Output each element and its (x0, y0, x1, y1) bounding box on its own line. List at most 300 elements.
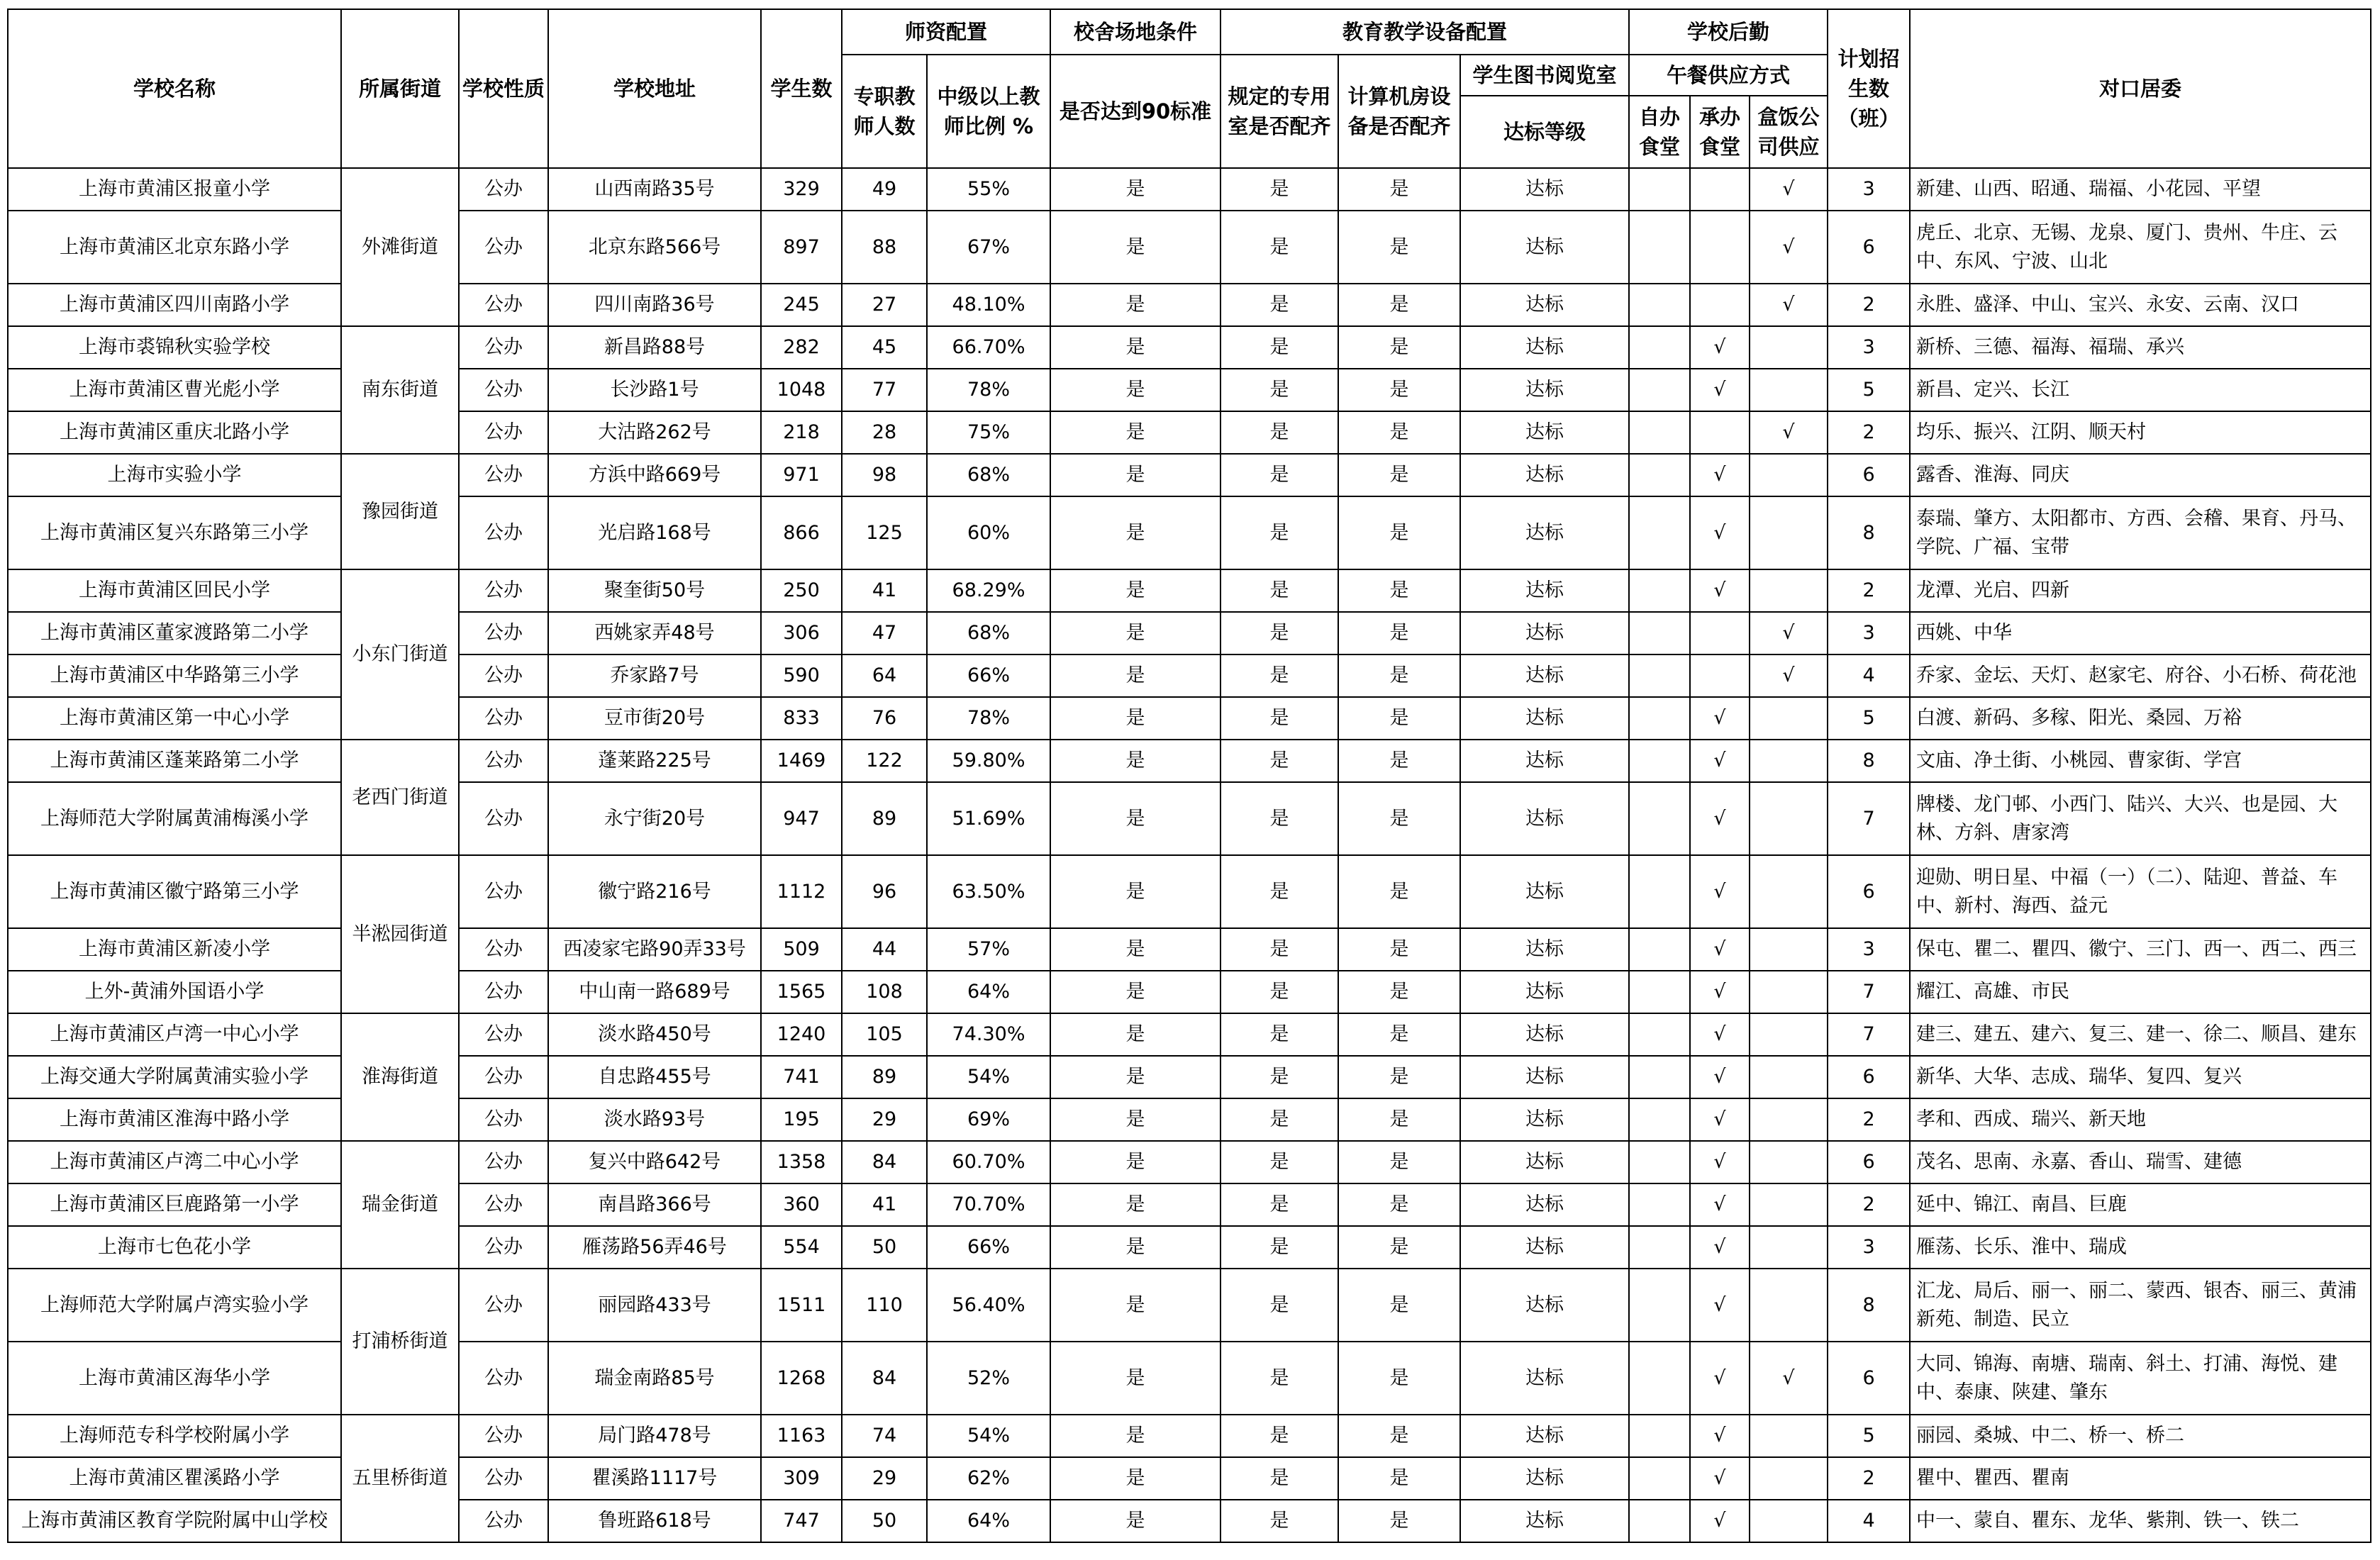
residences-cell: 西姚、中华 (1910, 612, 2371, 654)
ratio-cell: 59.80% (927, 740, 1050, 782)
library-level-cell: 达标 (1460, 1500, 1629, 1542)
teachers-cell: 27 (842, 284, 927, 326)
boxed-meal-cell (1750, 782, 1828, 855)
boxed-meal-cell (1750, 1269, 1828, 1342)
classes-cell: 6 (1828, 1056, 1910, 1098)
special-rooms-cell: 是 (1220, 1500, 1338, 1542)
canteen-contract-cell: √ (1690, 855, 1750, 928)
street-cell: 打浦桥街道 (341, 1269, 459, 1415)
nature-cell: 公办 (459, 411, 548, 454)
classes-cell: 2 (1828, 411, 1910, 454)
header-teachers: 专职教师人数 (842, 55, 927, 168)
teachers-cell: 125 (842, 496, 927, 569)
header-logistics-group: 学校后勤 (1629, 9, 1828, 55)
canteen-self-cell (1629, 369, 1690, 411)
teachers-cell: 88 (842, 211, 927, 284)
classes-cell: 4 (1828, 654, 1910, 697)
nature-cell: 公办 (459, 326, 548, 369)
computer-rooms-cell: 是 (1338, 928, 1460, 971)
residences-cell: 新桥、三德、福海、福瑞、承兴 (1910, 326, 2371, 369)
library-level-cell: 达标 (1460, 1269, 1629, 1342)
library-level-cell: 达标 (1460, 454, 1629, 496)
library-level-cell: 达标 (1460, 654, 1629, 697)
boxed-meal-cell (1750, 369, 1828, 411)
classes-cell: 6 (1828, 1342, 1910, 1415)
special-rooms-cell: 是 (1220, 1141, 1338, 1183)
classes-cell: 2 (1828, 1098, 1910, 1141)
residences-cell: 瞿中、瞿西、瞿南 (1910, 1457, 2371, 1500)
students-cell: 747 (761, 1500, 842, 1542)
special-rooms-cell: 是 (1220, 1013, 1338, 1056)
residences-cell: 丽园、桑城、中二、桥一、桥二 (1910, 1415, 2371, 1457)
school-name: 上海交通大学附属黄浦实验小学 (8, 1056, 341, 1098)
address-cell: 西姚家弄48号 (548, 612, 761, 654)
school-name: 上海市黄浦区回民小学 (8, 569, 341, 612)
street-cell: 淮海街道 (341, 1013, 459, 1141)
computer-rooms-cell: 是 (1338, 369, 1460, 411)
canteen-self-cell (1629, 1415, 1690, 1457)
ratio-cell: 67% (927, 211, 1050, 284)
address-cell: 淡水路450号 (548, 1013, 761, 1056)
site-cell: 是 (1050, 612, 1220, 654)
table-row (8, 740, 2371, 782)
library-level-cell: 达标 (1460, 612, 1629, 654)
canteen-self-cell (1629, 168, 1690, 211)
ratio-cell: 54% (927, 1415, 1050, 1457)
boxed-meal-cell (1750, 971, 1828, 1013)
address-cell: 局门路478号 (548, 1415, 761, 1457)
boxed-meal-cell (1750, 1013, 1828, 1056)
library-level-cell: 达标 (1460, 1457, 1629, 1500)
students-cell: 1565 (761, 971, 842, 1013)
students-cell: 1240 (761, 1013, 842, 1056)
special-rooms-cell: 是 (1220, 1098, 1338, 1141)
canteen-self-cell (1629, 971, 1690, 1013)
address-cell: 西凌家宅路90弄33号 (548, 928, 761, 971)
nature-cell: 公办 (459, 569, 548, 612)
site-cell: 是 (1050, 782, 1220, 855)
school-name: 上海市黄浦区第一中心小学 (8, 697, 341, 740)
teachers-cell: 76 (842, 697, 927, 740)
nature-cell: 公办 (459, 454, 548, 496)
boxed-meal-cell: √ (1750, 612, 1828, 654)
library-level-cell: 达标 (1460, 411, 1629, 454)
nature-cell: 公办 (459, 496, 548, 569)
canteen-self-cell (1629, 855, 1690, 928)
address-cell: 山西南路35号 (548, 168, 761, 211)
site-cell: 是 (1050, 1098, 1220, 1141)
address-cell: 瞿溪路1117号 (548, 1457, 761, 1500)
canteen-contract-cell: √ (1690, 1056, 1750, 1098)
header-school-name: 学校名称 (8, 9, 341, 168)
classes-cell: 3 (1828, 928, 1910, 971)
students-cell: 947 (761, 782, 842, 855)
address-cell: 雁荡路56弄46号 (548, 1226, 761, 1269)
site-cell: 是 (1050, 654, 1220, 697)
table-row (8, 569, 2371, 612)
school-name: 上海师范大学附属黄浦梅溪小学 (8, 782, 341, 855)
students-cell: 554 (761, 1226, 842, 1269)
site-cell: 是 (1050, 740, 1220, 782)
canteen-self-cell (1629, 326, 1690, 369)
computer-rooms-cell: 是 (1338, 1056, 1460, 1098)
header-senior-ratio: 中级以上教师比例 % (927, 55, 1050, 168)
address-cell: 光启路168号 (548, 496, 761, 569)
library-level-cell: 达标 (1460, 496, 1629, 569)
ratio-cell: 69% (927, 1098, 1050, 1141)
nature-cell: 公办 (459, 697, 548, 740)
classes-cell: 3 (1828, 1226, 1910, 1269)
special-rooms-cell: 是 (1220, 211, 1338, 284)
ratio-cell: 75% (927, 411, 1050, 454)
header-students: 学生数 (761, 9, 842, 168)
computer-rooms-cell: 是 (1338, 740, 1460, 782)
classes-cell: 8 (1828, 740, 1910, 782)
nature-cell: 公办 (459, 168, 548, 211)
address-cell: 鲁班路618号 (548, 1500, 761, 1542)
canteen-contract-cell: √ (1690, 496, 1750, 569)
computer-rooms-cell: 是 (1338, 697, 1460, 740)
special-rooms-cell: 是 (1220, 1183, 1338, 1226)
residences-cell: 迎勋、明日星、中福（一）（二）、陆迎、普益、车中、新村、海西、益元 (1910, 855, 2371, 928)
address-cell: 蓬莱路225号 (548, 740, 761, 782)
site-cell: 是 (1050, 1056, 1220, 1098)
computer-rooms-cell: 是 (1338, 1500, 1460, 1542)
residences-cell: 新华、大华、志成、瑞华、复四、复兴 (1910, 1056, 2371, 1098)
canteen-contract-cell: √ (1690, 782, 1750, 855)
school-name: 上海市黄浦区新凌小学 (8, 928, 341, 971)
canteen-contract-cell: √ (1690, 326, 1750, 369)
special-rooms-cell: 是 (1220, 1457, 1338, 1500)
students-cell: 897 (761, 211, 842, 284)
ratio-cell: 66% (927, 1226, 1050, 1269)
table-row (8, 1415, 2371, 1457)
nature-cell: 公办 (459, 1013, 548, 1056)
address-cell: 瑞金南路85号 (548, 1342, 761, 1415)
teachers-cell: 50 (842, 1500, 927, 1542)
table-row (8, 454, 2371, 496)
school-name: 上海市黄浦区中华路第三小学 (8, 654, 341, 697)
canteen-contract-cell: √ (1690, 1141, 1750, 1183)
canteen-contract-cell (1690, 654, 1750, 697)
classes-cell: 2 (1828, 284, 1910, 326)
residences-cell: 雁荡、长乐、淮中、瑞成 (1910, 1226, 2371, 1269)
special-rooms-cell: 是 (1220, 654, 1338, 697)
canteen-contract-cell: √ (1690, 697, 1750, 740)
residences-cell: 耀江、高雄、市民 (1910, 971, 2371, 1013)
school-name: 上海市黄浦区卢湾二中心小学 (8, 1141, 341, 1183)
canteen-self-cell (1629, 1269, 1690, 1342)
address-cell: 北京东路566号 (548, 211, 761, 284)
students-cell: 1469 (761, 740, 842, 782)
special-rooms-cell: 是 (1220, 1226, 1338, 1269)
computer-rooms-cell: 是 (1338, 612, 1460, 654)
residences-cell: 虎丘、北京、无锡、龙泉、厦门、贵州、牛庄、云中、东风、宁波、山北 (1910, 211, 2371, 284)
boxed-meal-cell (1750, 697, 1828, 740)
canteen-self-cell (1629, 496, 1690, 569)
street-cell: 瑞金街道 (341, 1141, 459, 1269)
table-row (8, 168, 2371, 211)
header-computer-rooms: 计算机房设备是否配齐 (1338, 55, 1460, 168)
special-rooms-cell: 是 (1220, 855, 1338, 928)
computer-rooms-cell: 是 (1338, 1457, 1460, 1500)
ratio-cell: 68% (927, 454, 1050, 496)
residences-cell: 茂名、思南、永嘉、香山、瑞雪、建德 (1910, 1141, 2371, 1183)
address-cell: 复兴中路642号 (548, 1141, 761, 1183)
special-rooms-cell: 是 (1220, 454, 1338, 496)
boxed-meal-cell (1750, 454, 1828, 496)
nature-cell: 公办 (459, 1226, 548, 1269)
students-cell: 282 (761, 326, 842, 369)
header-site-standard: 是否达到90标准 (1050, 55, 1220, 168)
school-name: 上外-黄浦外国语小学 (8, 971, 341, 1013)
library-level-cell: 达标 (1460, 782, 1629, 855)
canteen-contract-cell: √ (1690, 928, 1750, 971)
site-cell: 是 (1050, 496, 1220, 569)
site-cell: 是 (1050, 369, 1220, 411)
ratio-cell: 70.70% (927, 1183, 1050, 1226)
ratio-cell: 64% (927, 971, 1050, 1013)
canteen-contract-cell: √ (1690, 454, 1750, 496)
ratio-cell: 78% (927, 369, 1050, 411)
students-cell: 195 (761, 1098, 842, 1141)
computer-rooms-cell: 是 (1338, 1141, 1460, 1183)
ratio-cell: 63.50% (927, 855, 1050, 928)
computer-rooms-cell: 是 (1338, 569, 1460, 612)
residences-cell: 文庙、净土街、小桃园、曹家街、学宫 (1910, 740, 2371, 782)
site-cell: 是 (1050, 1500, 1220, 1542)
library-level-cell: 达标 (1460, 928, 1629, 971)
nature-cell: 公办 (459, 369, 548, 411)
table-row (8, 1269, 2371, 1342)
students-cell: 309 (761, 1457, 842, 1500)
teachers-cell: 64 (842, 654, 927, 697)
boxed-meal-cell (1750, 496, 1828, 569)
canteen-contract-cell: √ (1690, 1415, 1750, 1457)
students-cell: 741 (761, 1056, 842, 1098)
classes-cell: 3 (1828, 168, 1910, 211)
computer-rooms-cell: 是 (1338, 1098, 1460, 1141)
canteen-contract-cell (1690, 612, 1750, 654)
classes-cell: 6 (1828, 454, 1910, 496)
computer-rooms-cell: 是 (1338, 1013, 1460, 1056)
teachers-cell: 49 (842, 168, 927, 211)
teachers-cell: 41 (842, 1183, 927, 1226)
site-cell: 是 (1050, 1183, 1220, 1226)
residences-cell: 延中、锦江、南昌、巨鹿 (1910, 1183, 2371, 1226)
boxed-meal-cell (1750, 1098, 1828, 1141)
school-table (7, 9, 2371, 1543)
teachers-cell: 77 (842, 369, 927, 411)
students-cell: 1268 (761, 1342, 842, 1415)
library-level-cell: 达标 (1460, 740, 1629, 782)
teachers-cell: 28 (842, 411, 927, 454)
canteen-contract-cell (1690, 411, 1750, 454)
residences-cell: 建三、建五、建六、复三、建一、徐二、顺昌、建东 (1910, 1013, 2371, 1056)
computer-rooms-cell: 是 (1338, 211, 1460, 284)
boxed-meal-cell: √ (1750, 284, 1828, 326)
library-level-cell: 达标 (1460, 326, 1629, 369)
ratio-cell: 60% (927, 496, 1050, 569)
boxed-meal-cell (1750, 326, 1828, 369)
computer-rooms-cell: 是 (1338, 168, 1460, 211)
residences-cell: 汇龙、局后、丽一、丽二、蒙西、银杏、丽三、黄浦新苑、制造、民立 (1910, 1269, 2371, 1342)
canteen-contract-cell: √ (1690, 1098, 1750, 1141)
ratio-cell: 52% (927, 1342, 1050, 1415)
boxed-meal-cell: √ (1750, 168, 1828, 211)
canteen-contract-cell: √ (1690, 971, 1750, 1013)
canteen-self-cell (1629, 569, 1690, 612)
teachers-cell: 96 (842, 855, 927, 928)
street-cell: 南东街道 (341, 326, 459, 454)
nature-cell: 公办 (459, 1415, 548, 1457)
canteen-contract-cell (1690, 284, 1750, 326)
residences-cell: 新建、山西、昭通、瑞福、小花园、平望 (1910, 168, 2371, 211)
teachers-cell: 74 (842, 1415, 927, 1457)
teachers-cell: 29 (842, 1098, 927, 1141)
residences-cell: 大同、锦海、南塘、瑞南、斜土、打浦、海悦、建中、泰康、陕建、肇东 (1910, 1342, 2371, 1415)
table-row (8, 326, 2371, 369)
computer-rooms-cell: 是 (1338, 326, 1460, 369)
school-name: 上海市黄浦区北京东路小学 (8, 211, 341, 284)
special-rooms-cell: 是 (1220, 782, 1338, 855)
teachers-cell: 84 (842, 1141, 927, 1183)
site-cell: 是 (1050, 211, 1220, 284)
residences-cell: 牌楼、龙门邨、小西门、陆兴、大兴、也是园、大林、方斜、唐家湾 (1910, 782, 2371, 855)
ratio-cell: 62% (927, 1457, 1050, 1500)
ratio-cell: 68.29% (927, 569, 1050, 612)
residences-cell: 孝和、西成、瑞兴、新天地 (1910, 1098, 2371, 1141)
library-level-cell: 达标 (1460, 168, 1629, 211)
street-cell: 小东门街道 (341, 569, 459, 740)
canteen-self-cell (1629, 284, 1690, 326)
computer-rooms-cell: 是 (1338, 1183, 1460, 1226)
residences-cell: 泰瑞、肇方、太阳都市、方西、会稽、果育、丹马、学院、广福、宝带 (1910, 496, 2371, 569)
students-cell: 360 (761, 1183, 842, 1226)
teachers-cell: 41 (842, 569, 927, 612)
students-cell: 590 (761, 654, 842, 697)
header-lunch-group: 午餐供应方式 (1629, 55, 1828, 96)
school-name: 上海市黄浦区徽宁路第三小学 (8, 855, 341, 928)
residences-cell: 龙潭、光启、四新 (1910, 569, 2371, 612)
ratio-cell: 48.10% (927, 284, 1050, 326)
classes-cell: 6 (1828, 855, 1910, 928)
classes-cell: 5 (1828, 697, 1910, 740)
teachers-cell: 89 (842, 782, 927, 855)
classes-cell: 3 (1828, 326, 1910, 369)
school-name: 上海师范专科学校附属小学 (8, 1415, 341, 1457)
header-nature: 学校性质 (459, 9, 548, 168)
nature-cell: 公办 (459, 1342, 548, 1415)
header-library-level: 达标等级 (1460, 96, 1629, 168)
library-level-cell: 达标 (1460, 855, 1629, 928)
library-level-cell: 达标 (1460, 1141, 1629, 1183)
boxed-meal-cell (1750, 1056, 1828, 1098)
boxed-meal-cell: √ (1750, 654, 1828, 697)
boxed-meal-cell (1750, 1457, 1828, 1500)
school-name: 上海市七色花小学 (8, 1226, 341, 1269)
canteen-contract-cell: √ (1690, 1269, 1750, 1342)
library-level-cell: 达标 (1460, 211, 1629, 284)
canteen-self-cell (1629, 1141, 1690, 1183)
school-name: 上海市黄浦区海华小学 (8, 1342, 341, 1415)
canteen-self-cell (1629, 697, 1690, 740)
ratio-cell: 51.69% (927, 782, 1050, 855)
site-cell: 是 (1050, 1415, 1220, 1457)
site-cell: 是 (1050, 971, 1220, 1013)
nature-cell: 公办 (459, 284, 548, 326)
canteen-self-cell (1629, 454, 1690, 496)
special-rooms-cell: 是 (1220, 1415, 1338, 1457)
boxed-meal-cell (1750, 569, 1828, 612)
teachers-cell: 89 (842, 1056, 927, 1098)
header-boxed-meal: 盒饭公司供应 (1750, 96, 1828, 168)
address-cell: 豆市街20号 (548, 697, 761, 740)
special-rooms-cell: 是 (1220, 496, 1338, 569)
school-name: 上海市黄浦区曹光彪小学 (8, 369, 341, 411)
ratio-cell: 57% (927, 928, 1050, 971)
computer-rooms-cell: 是 (1338, 1226, 1460, 1269)
library-level-cell: 达标 (1460, 1098, 1629, 1141)
nature-cell: 公办 (459, 1457, 548, 1500)
site-cell: 是 (1050, 855, 1220, 928)
canteen-contract-cell: √ (1690, 1500, 1750, 1542)
computer-rooms-cell: 是 (1338, 454, 1460, 496)
students-cell: 245 (761, 284, 842, 326)
computer-rooms-cell: 是 (1338, 855, 1460, 928)
site-cell: 是 (1050, 454, 1220, 496)
nature-cell: 公办 (459, 1269, 548, 1342)
canteen-self-cell (1629, 211, 1690, 284)
site-cell: 是 (1050, 1141, 1220, 1183)
address-cell: 四川南路36号 (548, 284, 761, 326)
students-cell: 1163 (761, 1415, 842, 1457)
ratio-cell: 54% (927, 1056, 1050, 1098)
nature-cell: 公办 (459, 612, 548, 654)
street-cell: 半淞园街道 (341, 855, 459, 1013)
header-teachers-group: 师资配置 (842, 9, 1050, 55)
site-cell: 是 (1050, 1226, 1220, 1269)
boxed-meal-cell (1750, 1500, 1828, 1542)
classes-cell: 7 (1828, 782, 1910, 855)
street-cell: 老西门街道 (341, 740, 459, 855)
residences-cell: 中一、蒙自、瞿东、龙华、紫荆、铁一、铁二 (1910, 1500, 2371, 1542)
address-cell: 徽宁路216号 (548, 855, 761, 928)
teachers-cell: 50 (842, 1226, 927, 1269)
canteen-self-cell (1629, 411, 1690, 454)
header-equip-group: 教育教学设备配置 (1220, 9, 1629, 55)
students-cell: 1358 (761, 1141, 842, 1183)
library-level-cell: 达标 (1460, 1056, 1629, 1098)
boxed-meal-cell (1750, 928, 1828, 971)
school-name: 上海市黄浦区复兴东路第三小学 (8, 496, 341, 569)
school-name: 上海市黄浦区巨鹿路第一小学 (8, 1183, 341, 1226)
ratio-cell: 74.30% (927, 1013, 1050, 1056)
canteen-self-cell (1629, 1013, 1690, 1056)
site-cell: 是 (1050, 284, 1220, 326)
ratio-cell: 66.70% (927, 326, 1050, 369)
classes-cell: 6 (1828, 211, 1910, 284)
special-rooms-cell: 是 (1220, 740, 1338, 782)
special-rooms-cell: 是 (1220, 1342, 1338, 1415)
nature-cell: 公办 (459, 782, 548, 855)
address-cell: 长沙路1号 (548, 369, 761, 411)
boxed-meal-cell (1750, 1415, 1828, 1457)
boxed-meal-cell (1750, 1183, 1828, 1226)
header-address: 学校地址 (548, 9, 761, 168)
library-level-cell: 达标 (1460, 1226, 1629, 1269)
special-rooms-cell: 是 (1220, 411, 1338, 454)
